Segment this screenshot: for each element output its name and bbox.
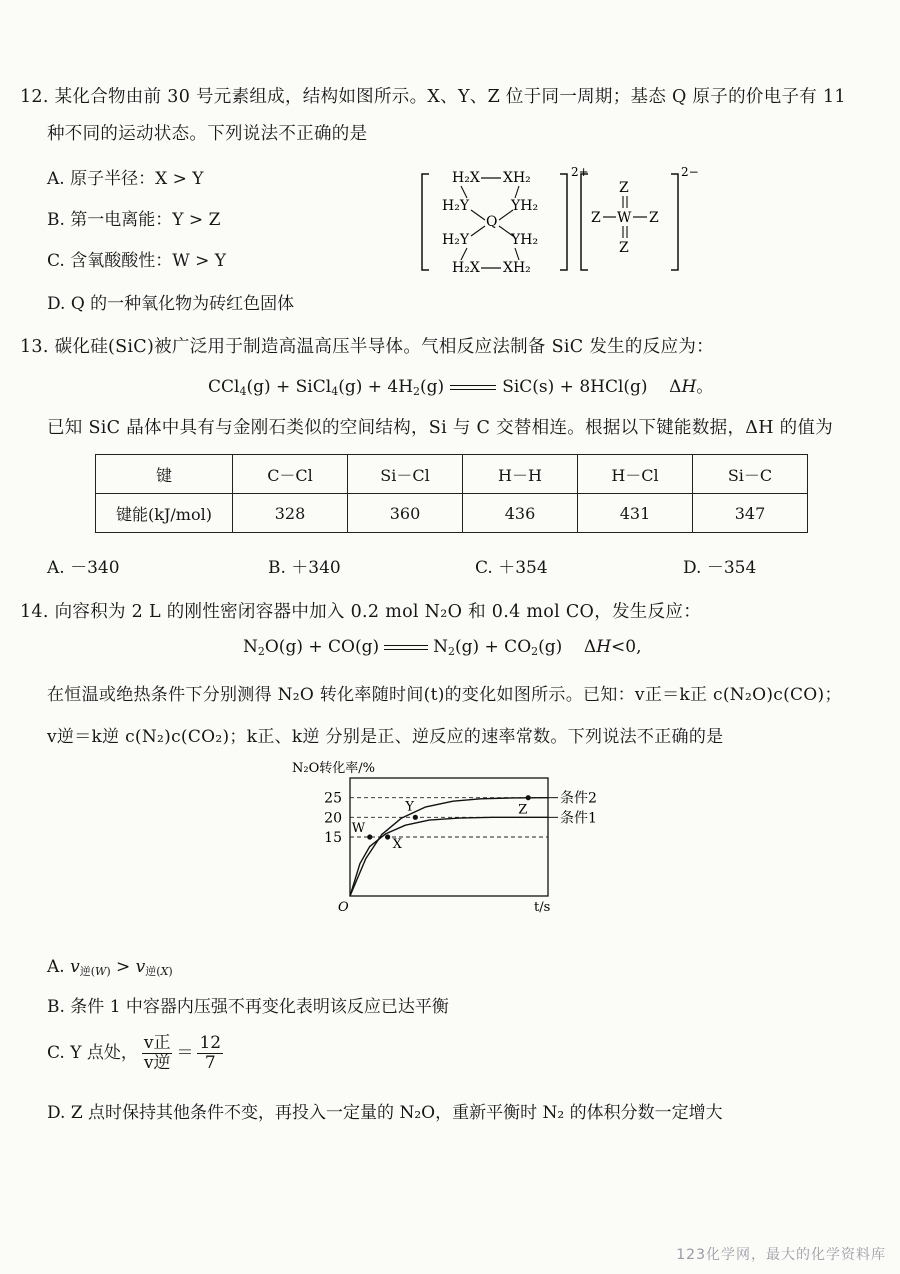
chart-legend-label: 条件2	[560, 790, 597, 807]
chart-point	[526, 795, 531, 800]
table-header-energy: 键能(kJ/mol)	[96, 494, 233, 533]
q14-stem-line3: v逆＝k逆 c(N₂)c(CO₂)；k正、k逆 分别是正、逆反应的速率常数。下列说法不正确的是	[47, 727, 724, 747]
cation-bracket-right	[560, 174, 567, 270]
q14-option-b[interactable]: B. 条件 1 中容器内压强不再变化表明该反应已达平衡	[47, 997, 449, 1017]
q13-option-b[interactable]: B. ＋340	[268, 558, 341, 578]
cation-bracket-left	[422, 174, 429, 270]
cation-top-right: XH₂	[503, 170, 531, 186]
chart-ytick-label: 25	[324, 790, 342, 807]
table-cell: H－H	[463, 455, 578, 494]
option-c-prefix: C. Y 点处，	[47, 1043, 138, 1063]
cation-mid-right-upper: YH₂	[511, 198, 539, 214]
cation-bottom-left: H₂X	[452, 260, 480, 276]
chart-point-label: X	[392, 837, 402, 852]
cation-charge: 2+	[571, 165, 589, 179]
q14-equation: $N_2O(g) + CO(g)$ $N_2(g) + CO_2(g)$ ΔH<0,	[243, 637, 642, 658]
option-c-value-fraction	[197, 1034, 223, 1073]
table-cell: 431	[578, 494, 693, 533]
cation-mid-left-upper: H₂Y	[442, 198, 470, 214]
chart-xlabel: t/s	[534, 900, 551, 915]
option-c-equals: ＝	[176, 1043, 194, 1063]
q13-option-d[interactable]: D. －354	[683, 558, 757, 578]
cation-center-q: Q	[486, 214, 498, 230]
anion-left-z: Z	[591, 210, 601, 226]
q14-conversion-chart	[290, 758, 620, 938]
table-cell: 360	[348, 494, 463, 533]
q14-stem-line2: 在恒温或绝热条件下分别测得 N₂O 转化率随时间(t)的变化如图所示。已知：v正＝k正 c(N₂O)c(CO)；	[47, 685, 842, 705]
q14-option-d[interactable]: D. Z 点时保持其他条件不变，再投入一定量的 N₂O，重新平衡时 N₂ 的体积分数一定增大	[47, 1103, 723, 1123]
q13-option-a[interactable]: A. －340	[47, 558, 120, 578]
q14-option-c[interactable]	[47, 1034, 227, 1073]
bond-energy-table	[95, 454, 808, 533]
chart-point	[413, 815, 418, 820]
anion-charge: 2−	[681, 165, 699, 179]
q12-option-c[interactable]: C. 含氧酸酸性：W > Y	[47, 251, 226, 271]
table-row-bond	[96, 455, 808, 494]
q12-stem-line2: 种不同的运动状态。下列说法不正确的是	[47, 124, 368, 144]
table-cell: Si－Cl	[348, 455, 463, 494]
q12-option-d[interactable]: D. Q 的一种氧化物为砖红色固体	[47, 294, 295, 314]
chart-point-label: W	[351, 821, 366, 836]
chart-point-label: Z	[518, 802, 528, 818]
anion-bracket-left	[581, 174, 588, 270]
table-cell: 328	[233, 494, 348, 533]
footer-watermark: 123化学网，最大的化学资料库	[676, 1247, 886, 1263]
value-denominator: 7	[204, 1053, 216, 1073]
table-cell: 436	[463, 494, 578, 533]
chart-ytick-label: 20	[324, 810, 342, 827]
anion-center-w: W	[617, 210, 632, 226]
chart-point	[385, 834, 390, 839]
q13-option-c[interactable]: C. ＋354	[475, 558, 548, 578]
table-header-bond: 键	[96, 455, 233, 494]
chart-series-line	[350, 817, 548, 896]
q12-option-b[interactable]: B. 第一电离能：Y > Z	[47, 210, 221, 230]
table-row-energy	[96, 494, 808, 533]
table-cell: C－Cl	[233, 455, 348, 494]
anion-bottom-z: Z	[619, 240, 629, 256]
cation-top-left: H₂X	[452, 170, 480, 186]
chart-origin-label: O	[338, 900, 349, 915]
cation-bottom-right: XH₂	[503, 260, 531, 276]
table-cell: 347	[693, 494, 808, 533]
cation-mid-right-lower: YH₂	[511, 232, 539, 248]
q12-stem-line1: 12. 某化合物由前 30 号元素组成，结构如图所示。X、Y、Z 位于同一周期；基态 Q 原子的价电子有 11	[20, 87, 846, 107]
q13-stem-line1: 13. 碳化硅(SiC)被广泛用于制造高温高压半导体。气相反应法制备 SiC 发生的反应为：	[20, 337, 714, 357]
q13-stem-line2: 已知 SiC 晶体中具有与金刚石类似的空间结构，Si 与 C 交替相连。根据以下键能数据，ΔH 的值为	[47, 418, 834, 438]
q12-option-a[interactable]: A. 原子半径：X > Y	[47, 169, 204, 189]
fraction-numerator: v正	[143, 1033, 171, 1053]
q12-structure-diagram	[415, 158, 715, 278]
anion-right-z: Z	[649, 210, 659, 226]
q13-equation: CCl$_4$(g) + SiCl$_4$(g) + $4H_2(g) SiC(s) + 8HCl(g)$ ΔH。	[208, 377, 714, 398]
chart-ytick-label: 15	[324, 830, 342, 846]
value-numerator: 12	[199, 1033, 222, 1053]
anion-top-z: Z	[619, 180, 629, 196]
cation-mid-left-lower: H₂Y	[442, 232, 470, 248]
chart-point-label: Y	[405, 799, 414, 815]
chart-legend-label: 条件1	[560, 810, 597, 827]
table-cell: Si－C	[693, 455, 808, 494]
anion-bracket-right	[671, 174, 678, 270]
fraction-denominator: v逆	[143, 1053, 171, 1073]
table-cell: H－Cl	[578, 455, 693, 494]
chart-ylabel: N₂O转化率/%	[292, 761, 375, 776]
option-c-rate-fraction	[142, 1034, 173, 1073]
q14-option-a[interactable]: A. $v_{逆(W)} > v_{逆(X)}$	[47, 957, 173, 978]
q14-stem-line1: 14. 向容积为 2 L 的刚性密闭容器中加入 0.2 mol N₂O 和 0.4 mol CO，发生反应：	[20, 602, 702, 622]
chart-point	[367, 834, 372, 839]
